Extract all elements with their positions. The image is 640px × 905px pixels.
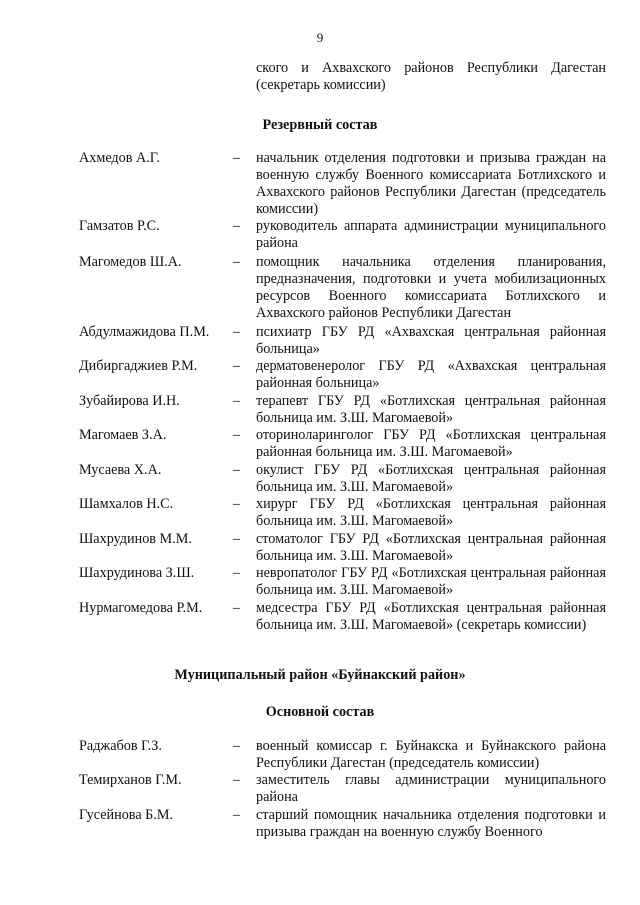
member-name: Шахрудинова З.Ш. xyxy=(79,565,195,581)
member-row xyxy=(0,218,640,251)
member-row xyxy=(0,531,640,564)
member-role: психиатр ГБУ РД «Ахвахская центральная районная больница» xyxy=(256,324,606,357)
member-role: помощник начальника отделения планирования, предназначения, подготовки и учета мобилизационных ресурсов Военного комиссариата Ботлихского и Ахвахского районов Республики Дагестан xyxy=(256,254,606,321)
member-dash: – xyxy=(233,427,241,443)
member-dash: – xyxy=(233,565,241,581)
member-row xyxy=(0,772,640,805)
continuation-text: ского и Ахвахского районов Республики Дагестан (секретарь комиссии) xyxy=(256,60,606,93)
member-role: дерматовенеролог ГБУ РД «Ахвахская центральная районная больница» xyxy=(256,358,606,391)
member-name: Дибиргаджиев Р.М. xyxy=(79,358,198,374)
member-dash: – xyxy=(233,324,241,340)
member-role: начальник отделения подготовки и призыва граждан на военную службу Военного комиссариата Ботлихского и Ахвахского районов Республики Дагестан (председатель комиссии) xyxy=(256,150,606,217)
member-row xyxy=(0,807,640,840)
heading-district: Муниципальный район «Буйнакский район» xyxy=(174,667,466,683)
member-dash: – xyxy=(233,531,241,547)
member-dash: – xyxy=(233,150,241,166)
member-dash: – xyxy=(233,393,241,409)
member-dash: – xyxy=(233,358,241,374)
member-role: оториноларинголог ГБУ РД «Ботлихская центральная районная больница им. З.Ш. Магомаевой» xyxy=(256,427,606,460)
member-name: Гамзатов Р.С. xyxy=(79,218,160,234)
member-row xyxy=(0,427,640,460)
member-dash: – xyxy=(233,462,241,478)
member-role: хирург ГБУ РД «Ботлихская центральная районная больница им. З.Ш. Магомаевой» xyxy=(256,496,606,529)
member-name: Гусейнова Б.М. xyxy=(79,807,174,823)
member-name: Нурмагомедова Р.М. xyxy=(79,600,203,616)
member-name: Шамхалов Н.С. xyxy=(79,496,174,512)
member-role: стоматолог ГБУ РД «Ботлихская центральная районная больница им. З.Ш. Магомаевой» xyxy=(256,531,606,564)
member-row xyxy=(0,324,640,357)
member-row xyxy=(0,150,640,217)
member-name: Зубайирова И.Н. xyxy=(79,393,180,409)
member-name: Ахмедов А.Г. xyxy=(79,150,160,166)
member-dash: – xyxy=(233,254,241,270)
member-row xyxy=(0,600,640,633)
member-role: заместитель главы администрации муниципального района xyxy=(256,772,606,805)
heading-reserve: Резервный состав xyxy=(262,117,378,133)
member-row xyxy=(0,254,640,321)
member-row xyxy=(0,738,640,771)
member-name: Магомаев З.А. xyxy=(79,427,167,443)
member-row xyxy=(0,462,640,495)
heading-main: Основной состав xyxy=(265,704,375,720)
member-role: невропатолог ГБУ РД «Ботлихская центральная районная больница им. З.Ш. Магомаевой» xyxy=(256,565,606,598)
member-role: терапевт ГБУ РД «Ботлихская центральная районная больница им. З.Ш. Магомаевой» xyxy=(256,393,606,426)
member-name: Мусаева Х.А. xyxy=(79,462,162,478)
member-role: окулист ГБУ РД «Ботлихская центральная районная больница им. З.Ш. Магомаевой» xyxy=(256,462,606,495)
member-row xyxy=(0,496,640,529)
page-number: 9 xyxy=(316,30,324,45)
member-name: Абдулмажидова П.М. xyxy=(79,324,210,340)
member-role: медсестра ГБУ РД «Ботлихская центральная районная больница им. З.Ш. Магомаевой» (секретарь комиссии) xyxy=(256,600,606,633)
member-dash: – xyxy=(233,807,241,823)
member-name: Шахрудинов М.М. xyxy=(79,531,192,547)
member-role: старший помощник начальника отделения подготовки и призыва граждан на военную службу Военного xyxy=(256,807,606,840)
member-dash: – xyxy=(233,772,241,788)
member-row xyxy=(0,393,640,426)
member-row xyxy=(0,358,640,391)
member-name: Магомедов Ш.А. xyxy=(79,254,182,270)
member-dash: – xyxy=(233,496,241,512)
member-dash: – xyxy=(233,600,241,616)
member-role: военный комиссар г. Буйнакска и Буйнакского района Республики Дагестан (председатель комиссии) xyxy=(256,738,606,771)
member-row xyxy=(0,565,640,598)
member-role: руководитель аппарата администрации муниципального района xyxy=(256,218,606,251)
member-dash: – xyxy=(233,738,241,754)
member-dash: – xyxy=(233,218,241,234)
member-name: Раджабов Г.З. xyxy=(79,738,162,754)
member-name: Темирханов Г.М. xyxy=(79,772,182,788)
